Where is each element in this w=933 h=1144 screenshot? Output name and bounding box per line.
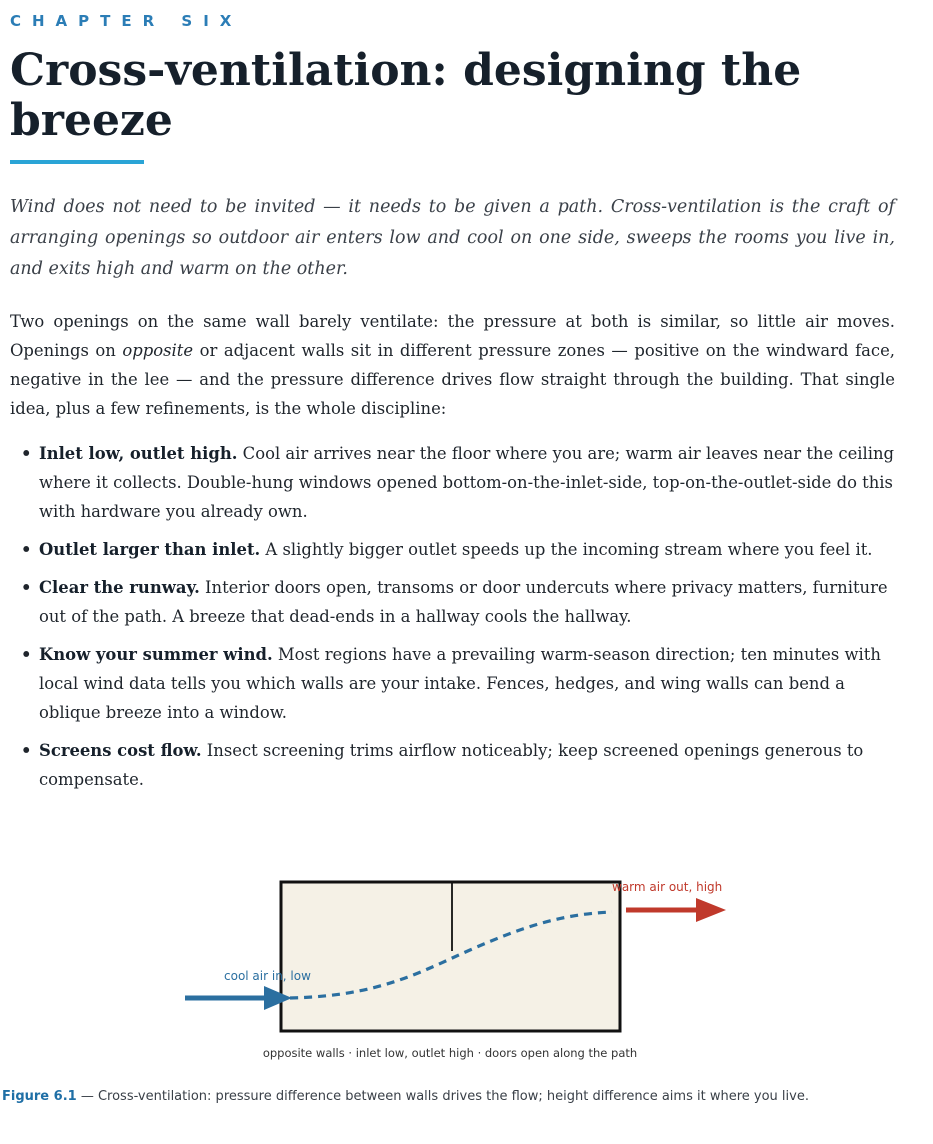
list-item xyxy=(10,535,895,564)
list-item xyxy=(10,736,895,794)
list-item-lead: Screens cost flow. xyxy=(39,741,202,760)
figure-label: Figure 6.1 xyxy=(2,1089,77,1104)
room-outline xyxy=(281,882,620,1031)
intro-emphasis: opposite xyxy=(122,341,194,360)
list-item-text: Most regions have a prevailing warm-season direction; ten minutes with local wind data tells you which walls are your intake. Fences, hedges, and wing walls can bend a oblique breeze into a window. xyxy=(39,645,881,722)
list-item-lead: Clear the runway. xyxy=(39,578,200,597)
figure-caption xyxy=(2,1089,902,1104)
title-underline xyxy=(10,160,144,164)
figure-caption-text: — Cross-ventilation: pressure difference between walls drives the flow; height difference aims it where you live. xyxy=(76,1089,809,1104)
principles-list xyxy=(10,439,895,803)
list-item-text: A slightly bigger outlet speeds up the incoming stream where you feel it. xyxy=(260,540,873,559)
intro-text-before: Two openings on the same wall barely ventilate: the pressure at both is similar, so little air moves. Openings on xyxy=(10,312,895,360)
bullet-marker: • xyxy=(21,741,32,760)
list-item-text: Interior doors open, transoms or door undercuts where privacy matters, furniture out of the path. A breeze that dead-ends in a hallway cools the hallway. xyxy=(39,578,888,626)
bullet-marker: • xyxy=(21,444,32,463)
list-item-lead: Inlet low, outlet high. xyxy=(39,444,238,463)
bullet-marker: • xyxy=(21,540,32,559)
intro-text-after: or adjacent walls sit in different pressure zones — positive on the windward face, negative in the lee — and the pressure difference drives flow straight through the building. That single idea, plus a few refinements, is the whole discipline: xyxy=(10,341,895,418)
list-item xyxy=(10,439,895,526)
intro-paragraph xyxy=(10,307,895,423)
chapter-kicker: CHAPTER SIX xyxy=(10,12,243,30)
inlet-label: cool air in, low xyxy=(224,969,311,983)
list-item xyxy=(10,640,895,727)
outlet-arrow-head xyxy=(696,898,726,922)
cross-ventilation-diagram xyxy=(0,862,933,1072)
list-item xyxy=(10,573,895,631)
list-item-text: Cool air arrives near the floor where you are; warm air leaves near the ceiling where it collects. Double-hung windows opened bottom-on-the-inlet-side, top-on-the-outlet-side do this with hardware you already own. xyxy=(39,444,895,521)
bullet-marker: • xyxy=(21,645,32,664)
lede-paragraph: Wind does not need to be invited — it needs to be given a path. Cross-ventilation is the craft of arranging openings so outdoor air enters low and cool on one side, sweeps the rooms you live in, and exits high and warm on the other. xyxy=(10,197,895,279)
chapter-title: Cross-ventilation: designing the breeze xyxy=(10,45,802,146)
list-item-text: Insect screening trims airflow noticeably; keep screened openings generous to compensate. xyxy=(39,741,864,789)
list-item-lead: Outlet larger than inlet. xyxy=(39,540,261,559)
figure-subcaption: opposite walls · inlet low, outlet high · doors open along the path xyxy=(262,1046,638,1060)
list-item-lead: Know your summer wind. xyxy=(39,645,273,664)
bullet-marker: • xyxy=(21,578,32,597)
outlet-label: warm air out, high xyxy=(612,880,723,894)
